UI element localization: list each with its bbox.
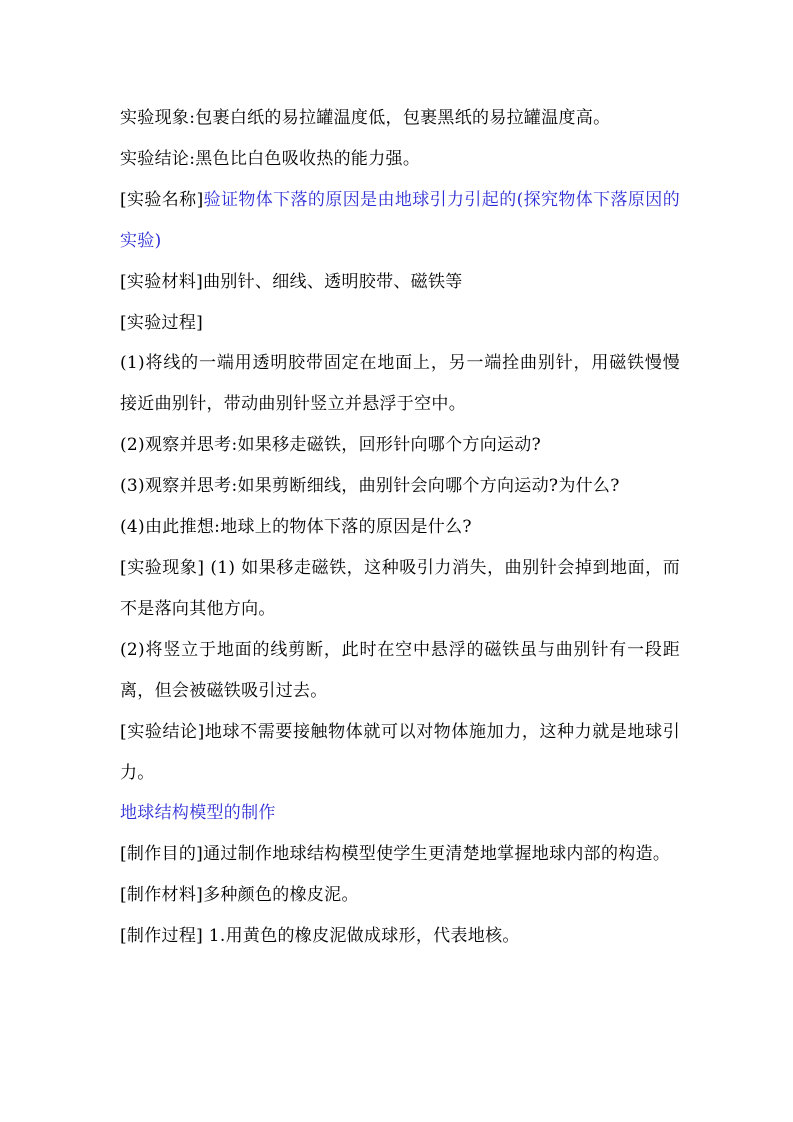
paragraph-process-heading: [实验过程]	[120, 312, 204, 333]
paragraph-step-3: (3)观察并思考:如果剪断细线，曲别针会向哪个方向运动?为什么?	[120, 476, 620, 497]
paragraph-materials: [实验材料]曲别针、细线、透明胶带、磁铁等	[120, 271, 463, 292]
section-heading-link[interactable]: 地球结构模型的制作	[120, 803, 276, 824]
paragraph-conclusion: 实验结论:黑色比白色吸收热的能力强。	[120, 148, 421, 169]
experiment-name-link[interactable]: 验证物体下落的原因是由地球引力引起的(探究物体下落原因的实验)	[120, 189, 680, 251]
paragraph-phenomenon: 实验现象:包裹白纸的易拉罐温度低，包裹黑纸的易拉罐温度高。	[120, 108, 611, 128]
paragraph-step-2: (2)观察并思考:如果移走磁铁，回形针向哪个方向运动?	[120, 435, 542, 456]
paragraph-making-materials: [制作材料]多种颜色的橡皮泥。	[120, 885, 359, 906]
paragraph-making-process: [制作过程] 1.用黄色的橡皮泥做成球形，代表地核。	[120, 926, 520, 947]
paragraph-result-1: [实验现象] (1) 如果移走磁铁，这种吸引力消失，曲别针会掉到地面，而不是落向其他方向。	[120, 557, 680, 619]
paragraph-making-purpose: [制作目的]通过制作地球结构模型使学生更清楚地掌握地球内部的构造。	[120, 844, 671, 865]
paragraph-experiment-conclusion: [实验结论]地球不需要接触物体就可以对物体施加力，这种力就是地球引力。	[120, 721, 680, 783]
document-body	[120, 98, 680, 957]
paragraph-experiment-name	[120, 180, 680, 262]
experiment-name-label: [实验名称]	[120, 189, 204, 210]
paragraph-step-4: (4)由此推想:地球上的物体下落的原因是什么?	[120, 517, 472, 538]
paragraph-result-2: (2)将竖立于地面的线剪断，此时在空中悬浮的磁铁虽与曲别针有一段距离，但会被磁铁吸引过去。	[120, 639, 680, 701]
paragraph-step-1: (1)将线的一端用透明胶带固定在地面上，另一端拴曲别针，用磁铁慢慢接近曲别针，带动曲别针竖立并悬浮于空中。	[120, 353, 680, 415]
